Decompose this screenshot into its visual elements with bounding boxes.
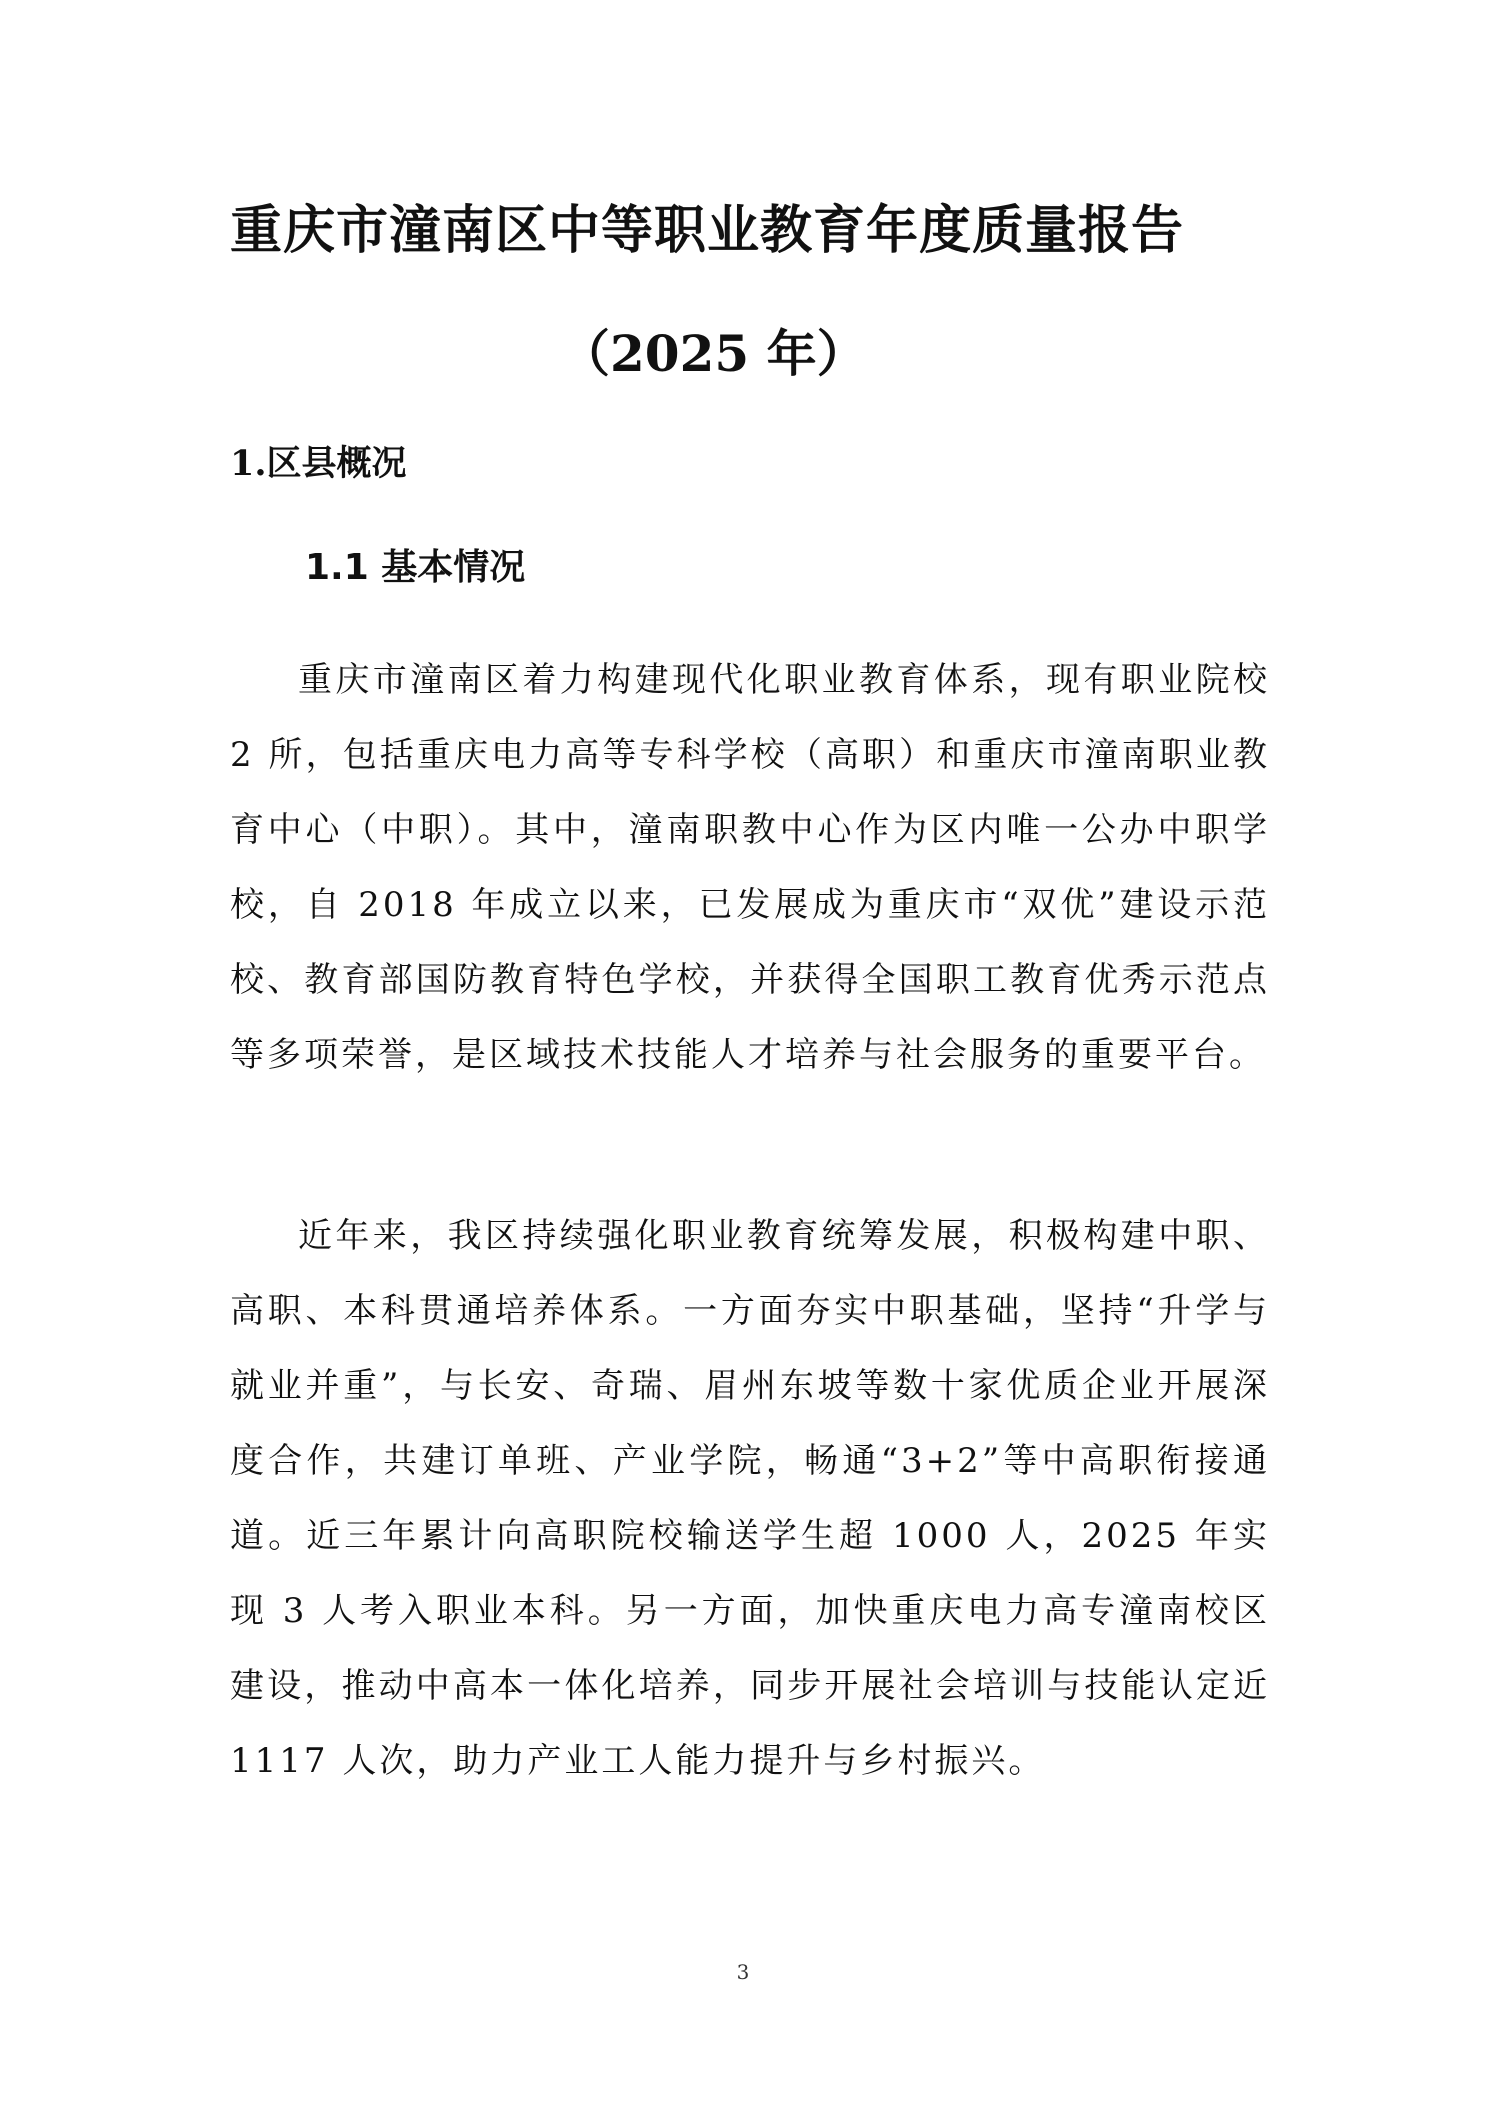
page-number: 3 [736,1960,750,1984]
subsection-heading-basic-info: 1.1 基本情况 [305,547,526,588]
body-paragraph: 近年来，我区持续强化职业教育统筹发展，积极构建中职、高职、本科贯通培养体系。一方面夯实中职基础，坚持“升学与就业并重”，与长安、奇瑞、眉州东坡等数十家优质企业开展深度合作，共建订单班、产业学院，畅通“3+2”等中高职衔接通道。近三年累计向高职院校输送学生超 1000 人，2025 年实现 3 人考入职业本科。另一方面，加快重庆电力高专潼南校区建设，推动中高本一体化培养，同步开展社会培训与技能认定近 1117 人次，助力产业工人能力提升与乡村振兴。 [230,1216,1270,1781]
report-title: 重庆市潼南区中等职业教育年度质量报告 [230,201,1185,261]
body-paragraph: 重庆市潼南区着力构建现代化职业教育体系，现有职业院校 2 所，包括重庆电力高等专科学校（高职）和重庆市潼南职业教育中心（中职）。其中，潼南职教中心作为区内唯一公办中职学校，自 2018 年成立以来，已发展成为重庆市“双优”建设示范校、教育部国防教育特色学校，并获得全国职工教育优秀示范点等多项荣誉，是区域技术技能人才培养与社会服务的重要平台。 [230,660,1270,1075]
report-year-subtitle: （2025 年） [560,324,867,383]
section-heading-overview: 1.区县概况 [230,443,407,484]
